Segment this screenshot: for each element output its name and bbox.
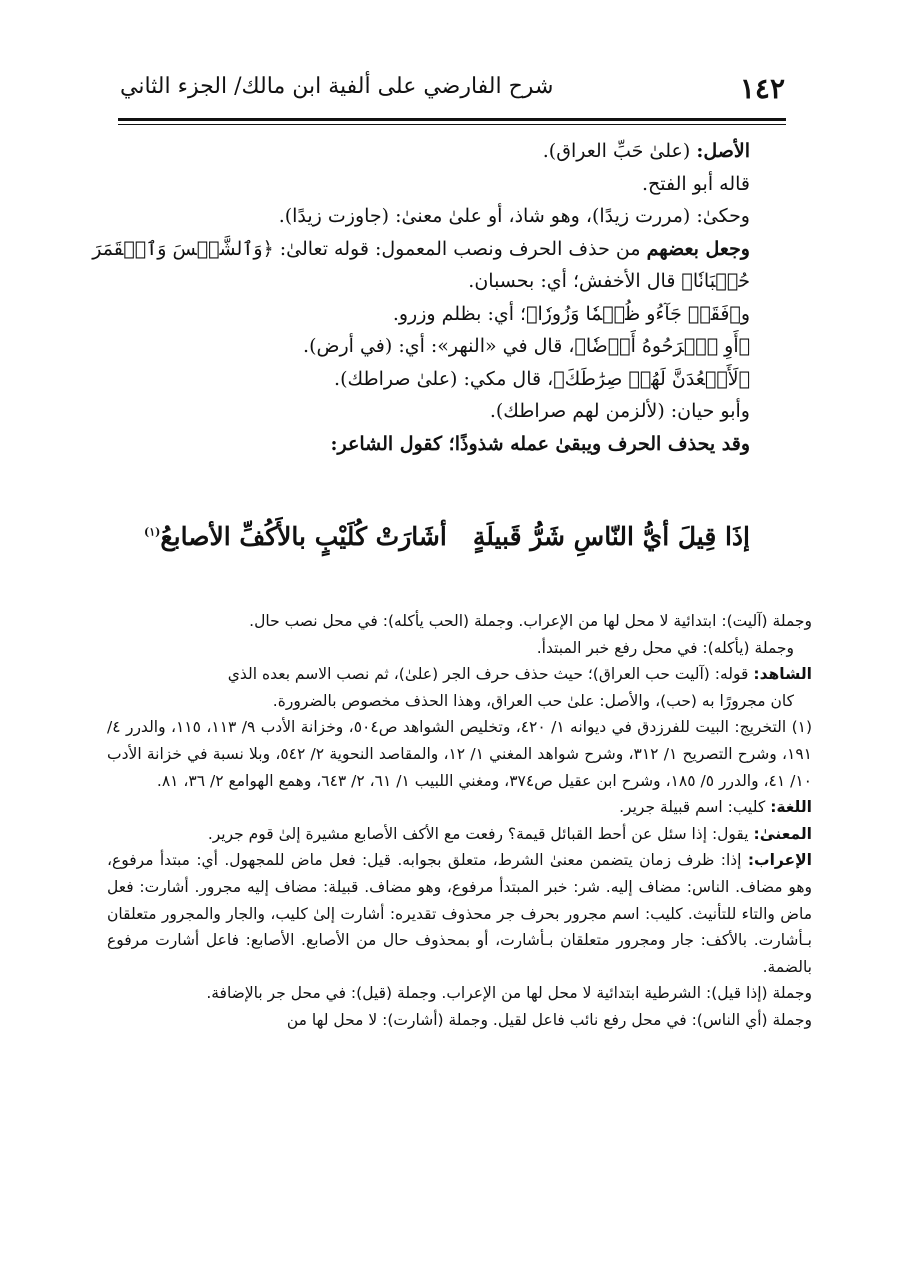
note-text: إذا: ظرف زمان يتضمن معنىٰ الشرط، متعلق بجوابه. قيل: فعل ماض للمجهول. أي: مبتدأ مرفوع، وهو مضاف. الناس: مضاف إليه. شر: خبر المبتدأ مرفوع، وهو مضاف. قبيلة: مضاف إليه مجرور. أشارت: فعل ماض والتاء للتأنيث. كليب: اسم مجرور بحرف جر محذوف تقديره: أشارت إلىٰ كليب، والجار والمجرور متعلقان بـأشارت. بالأكف: جار ومجرور متعلقان بـأشارت، أو بمحذوف حال من الأصابع. الأصابع: فاعل أشارت مرفوع بالضمة. bbox=[107, 851, 812, 976]
footnote-line bbox=[107, 661, 812, 688]
footnotes bbox=[107, 608, 812, 1034]
footnote-paragraph bbox=[107, 847, 812, 980]
footnote-line: وجملة (يأكله): في محل رفع خبر المبتدأ. bbox=[536, 638, 794, 657]
main-line: وحكىٰ: (مررت زيدًا)، وهو شاذ، أو علىٰ معنىٰ: (جاوزت زيدًا). bbox=[278, 205, 750, 227]
main-line: حُسۡبَانٗا﴾ قال الأخفش؛ أي: بحسبان. bbox=[468, 270, 750, 292]
note-text: قوله: (آليت حب العراق)؛ حيث حذف حرف الجر (علىٰ)، ثم نصب الاسم بعده الذي bbox=[227, 665, 754, 684]
main-text bbox=[92, 135, 750, 460]
header-rule-thin bbox=[118, 124, 786, 125]
main-line-text: من حذف الحرف ونصب المعمول: قوله تعالىٰ: ﴿وَٱلشَّمۡسَ وَٱلۡقَمَرَ bbox=[92, 237, 647, 260]
note-label: الإعراب: bbox=[747, 851, 812, 870]
running-title: شرح الفارضي على ألفية ابن مالك/ الجزء الثاني bbox=[120, 74, 554, 99]
main-line: ﴿أَوِ ٱطۡرَحُوهُ أَرۡضٗا﴾، قال في «النهر»: أي: (في أرض). bbox=[303, 335, 750, 357]
verse-first-hemistich: إذَا قِيلَ أيُّ النّاسِ شَرُّ قَبيلَةٍ bbox=[472, 522, 750, 551]
verse-second-hemistich: أشَارَتْ كُلَيْبٍ بالأَكُفِّ الأصابعُ bbox=[160, 522, 447, 551]
footnote-marker: (١) bbox=[144, 525, 161, 539]
footnote-line: كان مجرورًا به (حب)، والأصل: علىٰ حب العراق، وهذا الحذف مخصوص بالضرورة. bbox=[272, 691, 794, 710]
main-line-text: (علىٰ حَبِّ العراق). bbox=[542, 140, 697, 162]
note-text: يقول: إذا سئل عن أحط القبائل قيمة؟ رفعت مع الأكف الأصابع مشيرة إلىٰ قوم جرير. bbox=[207, 824, 754, 843]
note-text: كليب: اسم قبيلة جرير. bbox=[619, 798, 771, 817]
footnote-line: وجملة (أي الناس): في محل رفع نائب فاعل لقيل. وجملة (أشارت): لا محل لها من bbox=[286, 1010, 812, 1029]
main-line: قاله أبو الفتح. bbox=[641, 172, 750, 195]
page-number: ١٤٢ bbox=[739, 72, 785, 105]
note-label: اللغة: bbox=[770, 798, 812, 817]
term-label: الأصل: bbox=[696, 140, 750, 162]
page-header bbox=[120, 68, 785, 118]
footnote-line: وجملة (إذا قيل): الشرطية ابتدائية لا محل لها من الإعراب. وجملة (قيل): في محل جر بالإضافة. bbox=[206, 984, 812, 1003]
main-line bbox=[110, 135, 750, 168]
footnote-paragraph bbox=[107, 714, 812, 794]
main-line: وأبو حيان: (لألزمن لهم صراطك). bbox=[489, 400, 750, 422]
footnote-line: وجملة (آليت): ابتدائية لا محل لها من الإعراب. وجملة (الحب يأكله): في محل نصب حال. bbox=[249, 612, 812, 630]
note-label: الشاهد: bbox=[753, 665, 812, 684]
footnote-line bbox=[107, 821, 812, 848]
main-line: ﴿لَأَقۡعُدَنَّ لَهُمۡ صِرَٰطَكَ﴾، قال مكي: (علىٰ صراطك). bbox=[334, 367, 750, 390]
poetry-verse bbox=[144, 522, 750, 551]
main-line bbox=[92, 233, 750, 266]
note-label: المعنىٰ: bbox=[753, 824, 812, 843]
main-line: وقد يحذف الحرف ويبقىٰ عمله شذوذًا؛ كقول الشاعر: bbox=[330, 432, 750, 455]
header-rule-thick bbox=[118, 118, 786, 121]
note-text: البيت للفرزدق في ديوانه ١/ ٤٢٠، وتخليص الشواهد ص٥٠٤، وخزانة الأدب ٩/ ١١٣، ١١٥، والدرر ٤/ ١٩١، وشرح التصريح ١/ ٣١٢، وشرح شواهد المغني ١/ ١٢، والمقاصد النحوية ٢/ ٥٤٢، وبلا نسبة في خزانة الأدب ١٠/ ٤١، والدرر ٥/ ١٨٥، وشرح ابن عقيل ص٣٧٤، ومغني اللبيب ١/ ٦١، ٢/ ٦٤٣، وهمع الهوامع ٢/ ٣٦، ٨١. bbox=[107, 718, 812, 790]
main-line: و﴿فَقَدۡ جَآءُو ظُلۡمٗا وَزُورٗا﴾؛ أي: بظلم وزرو. bbox=[392, 302, 750, 325]
note-label: (١) التخريج: bbox=[734, 718, 813, 737]
term-label: وجعل بعضهم bbox=[646, 237, 750, 260]
footnote-line bbox=[107, 794, 812, 821]
